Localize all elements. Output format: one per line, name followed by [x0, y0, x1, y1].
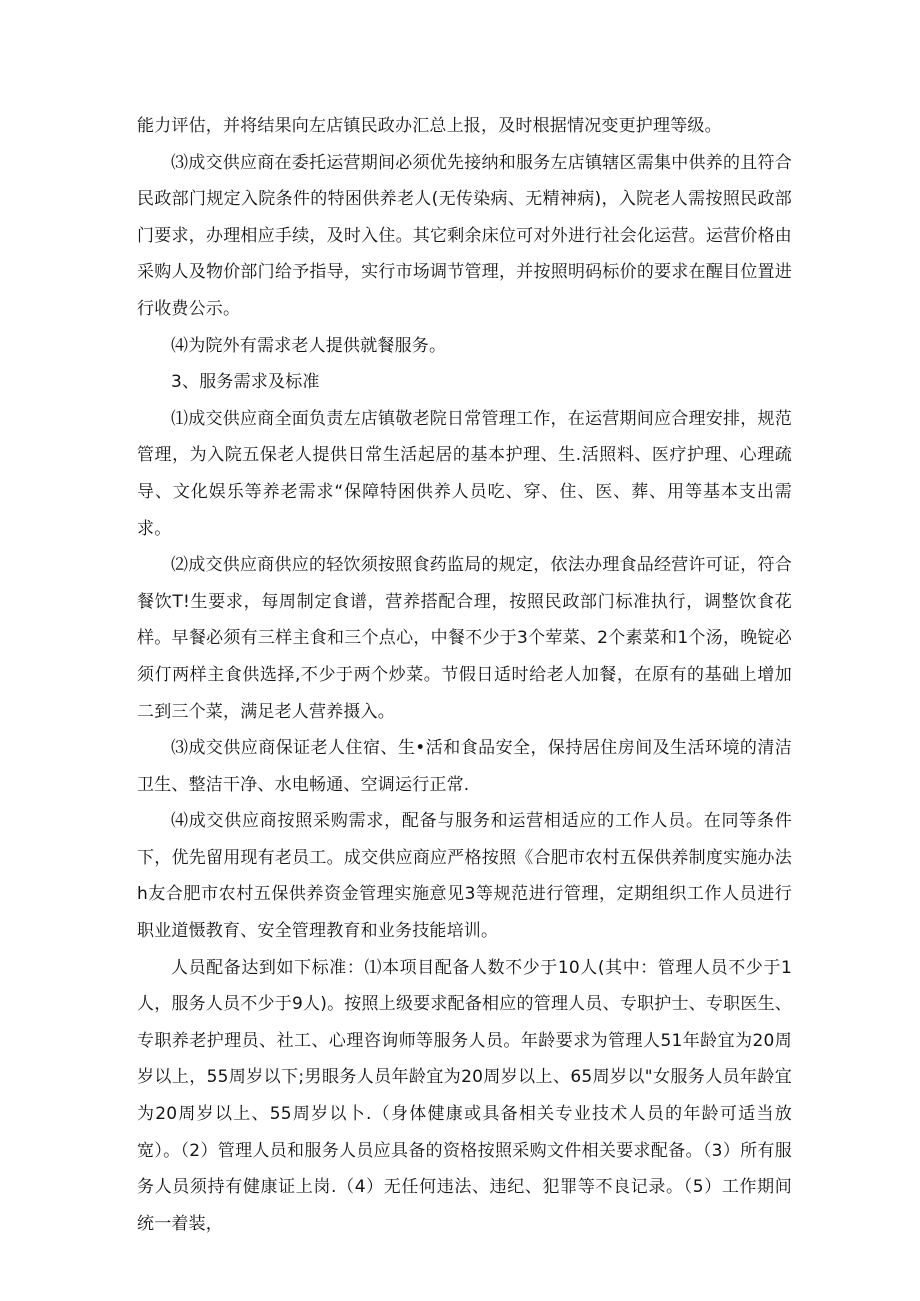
paragraph-item-4-staffing: ⑷成交供应商按照采购需求，配备与服务和运营相适应的工作人员。在同等条件下，优先留用现有老员工。成交供应商应严格按照《合肥市农村五保供养制度实施办法h友合肥市农村五保供养资金管理实施意见3等规范进行管理，定期组织工作人员进行职业道慑教育、安全管理教育和业务技能培训。 [137, 811, 792, 942]
paragraph-item-2-catering: ⑵成交供应商供应的轻饮须按照食药监局的规定，依法办理食品经营许可证，符合餐饮T!生要求，每周制定食谱，营养搭配合理，按照民政部门标准执行，调整饮食花样。早餐必须有三样主食和三个点心，中餐不少于3个荤菜、2个素菜和1个汤，晚锭必须仃两样主食供选择,不少于两个炒菜。节假日适时给老人加餐，在原有的基础上增加二到三个菜，满足老人营养摄入。 [137, 555, 792, 722]
paragraph-item-1-management: ⑴成交供应商全面负责左店镇敬老院日常管理工作，在运营期间应合理安排，规范管理，为入院五保老人提供日常生活起居的基本护理、生.活照料、医疗护理、心理疏导、文化娱乐等养老需求“保障特困供养人员吃、穿、住、医、葬、用等基本支出需求。 [137, 408, 792, 539]
paragraph-item-3-admission: ⑶成交供应商在委托运营期间必须优先接纳和服务左店镇辖区需集中供养的且符合民政部门规定入院条件的特困供养老人(无传染病、无精神病)，入院老人需按照民政部门要求，办理相应手续，及时入住。其它剩余床位可对外进行社会化运营。运营价格由采购人及物价部门给予指导，实行市场调节管理，并按照明码标价的要求在醒目位置进行收费公示。 [137, 152, 792, 319]
paragraph-continuation: 能力评估，并将结果向左店镇民政办汇总上报，及时根据情况变更护理等级。 [137, 116, 722, 136]
paragraph-item-3-safety: ⑶成交供应商保证老人住宿、生•活和食品安全，保持居住房间及生活环境的清洁卫生、整洁干净、水电畅通、空调运行正常. [137, 738, 792, 795]
section-heading-service-standards: 3、服务需求及标准 [171, 372, 320, 393]
paragraph-item-4-dining: ⑷为院外有需求老人提供就餐服务。 [171, 335, 447, 356]
document-body [137, 108, 792, 1242]
paragraph-staff-standards: 人员配备达到如下标准：⑴本项目配备人数不少于10人(其中：管理人员不少于1人，服务人员不少于9人)。按照上级要求配备相应的管理人员、专职护士、专职医生、专职养老护理员、社工、心理咨询师等服务人员。年龄要求为管理人51年龄宜为20周岁以上，55周岁以下;男眼务人员年龄宜为20周岁以上、65周岁以"女服务人员年龄宜为20周岁以上、55周岁以卜.（身体健康或具备相关专业技术人员的年龄可适当放宽）。（2）管理人员和服务人员应具备的资格按照采购文件相关要求配备。（3）所有服务人员须持有健康证上岗.（4）无任何违法、违纪、犯罪等不良记录。（5）工作期间统一着装， [137, 957, 792, 1234]
